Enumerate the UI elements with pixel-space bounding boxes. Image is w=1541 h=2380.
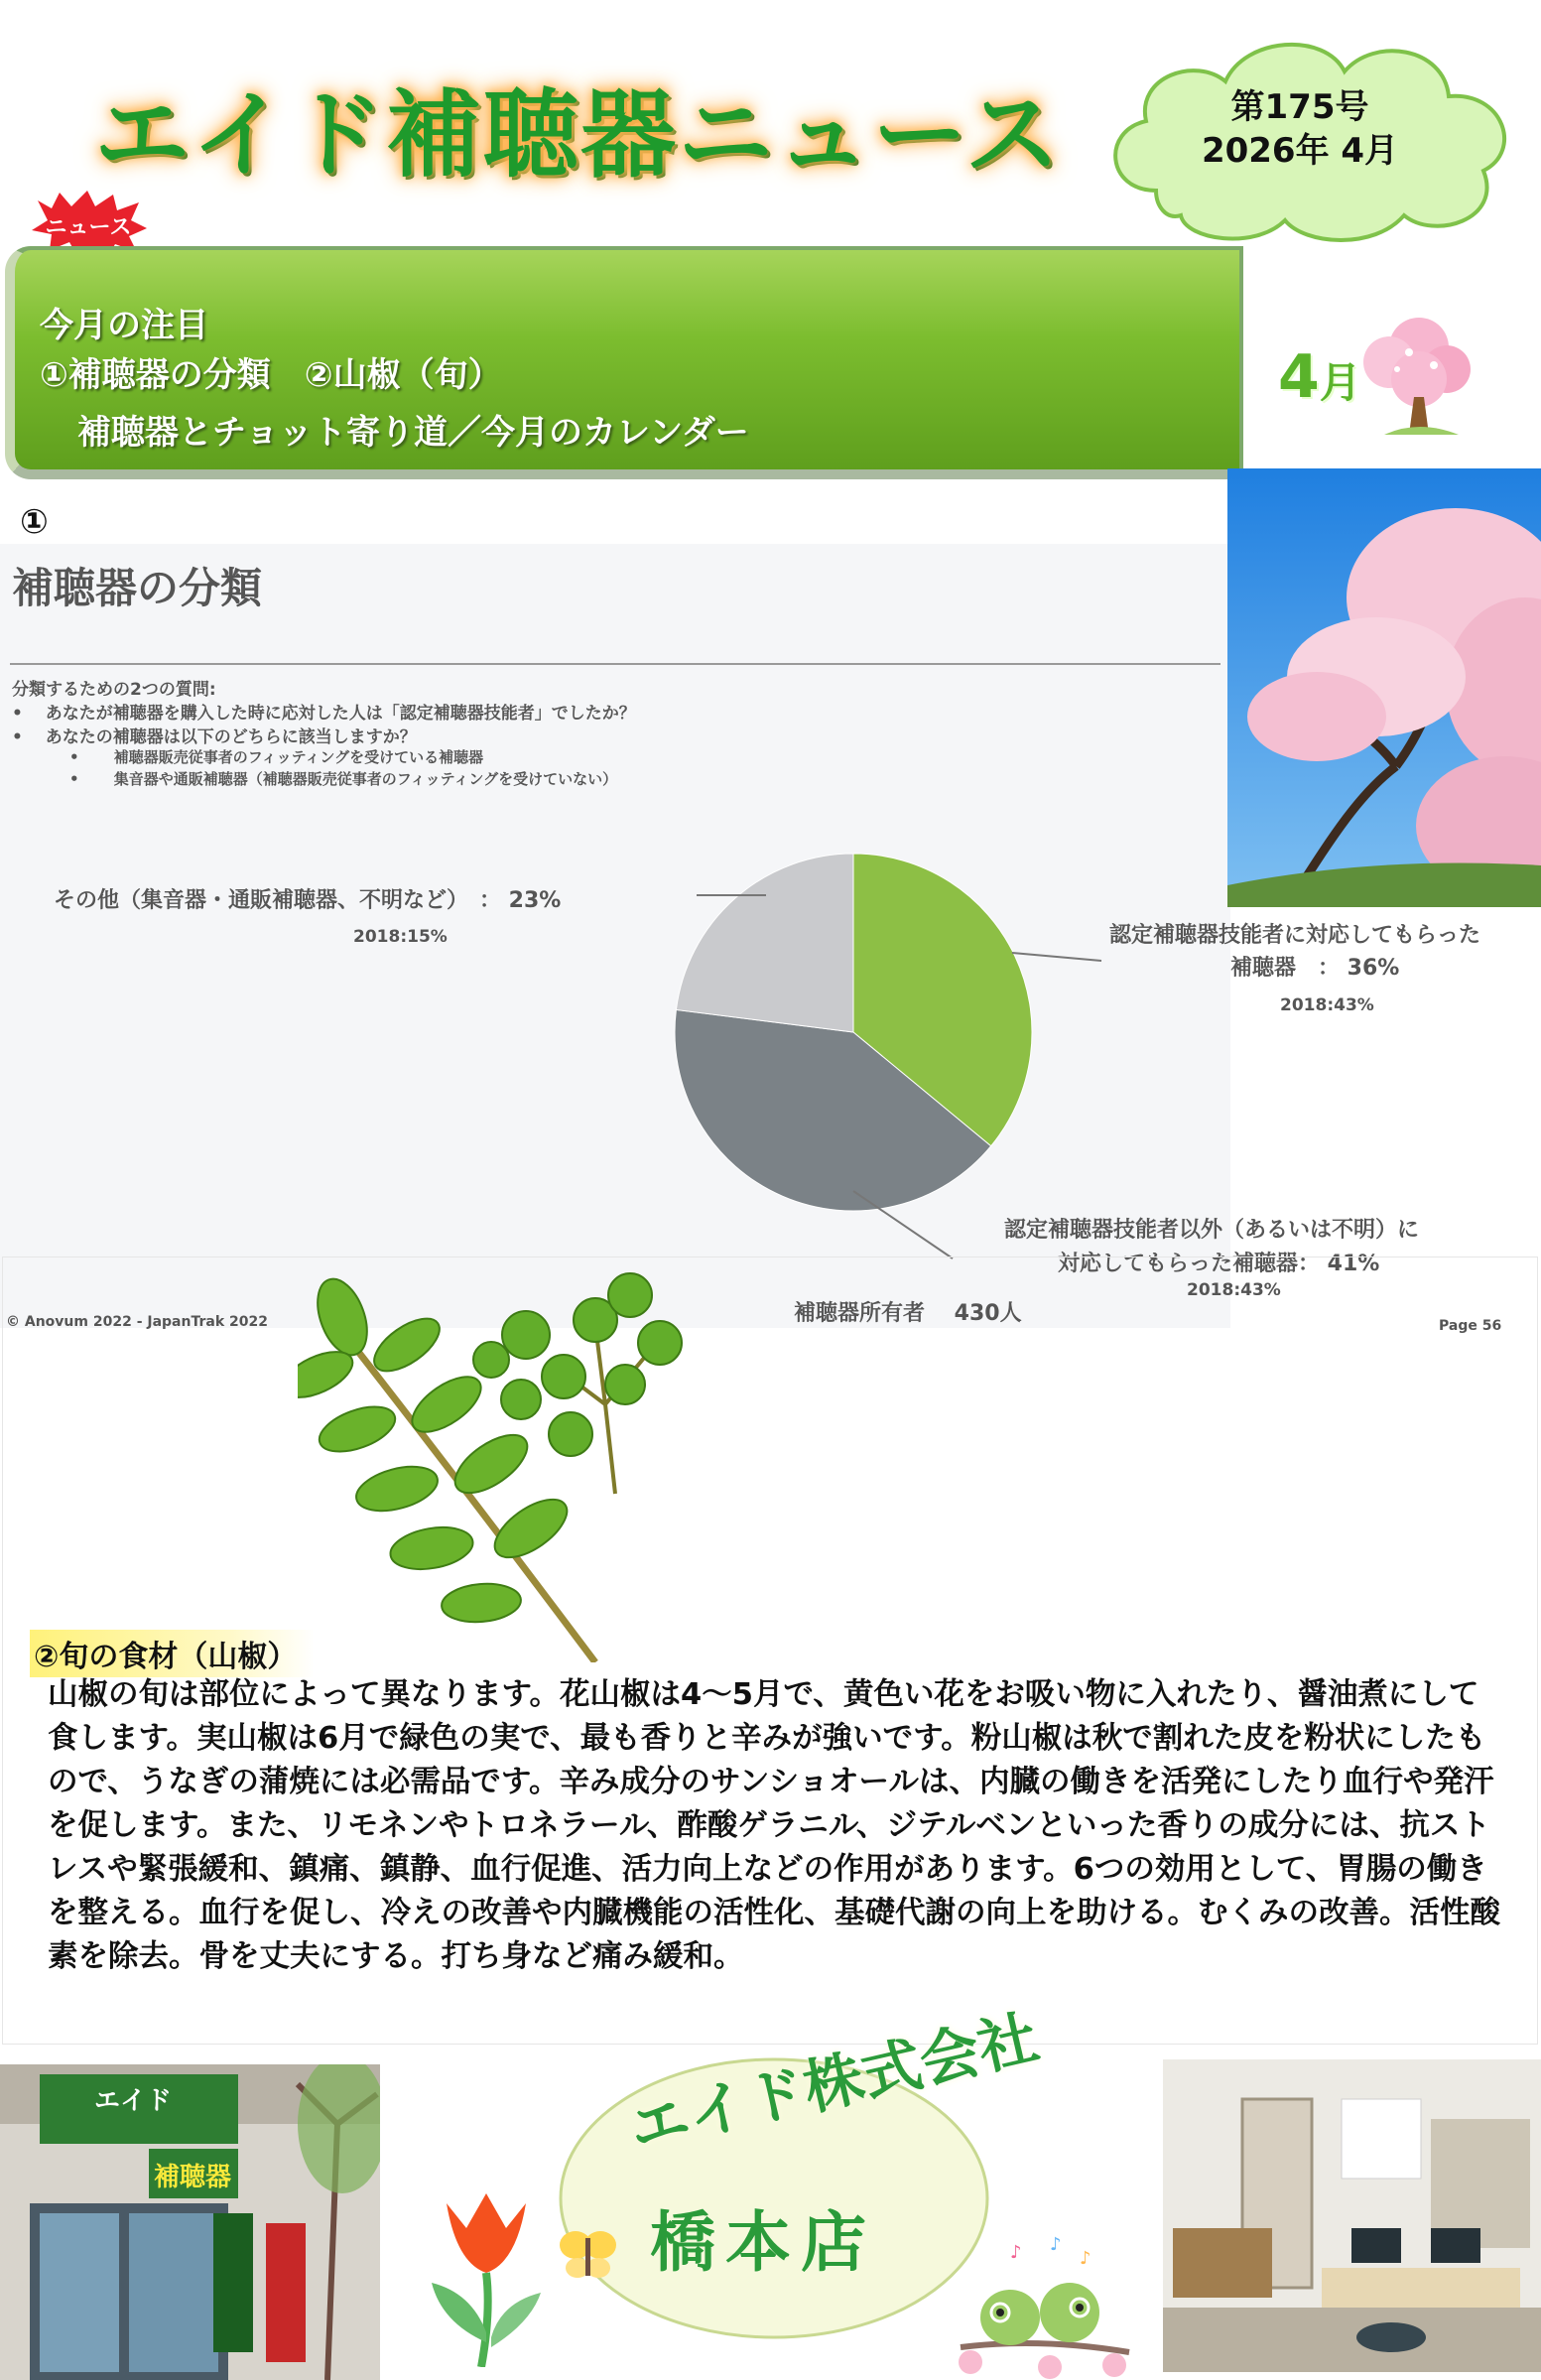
pie-label-certified: 認定補聴器技能者に対応してもらった xyxy=(1109,923,1481,948)
question-1: • あなたが補聴器を購入した時に応対した人は「認定補聴器技能者」でしたか？ xyxy=(12,704,636,724)
classification-pie-chart xyxy=(665,844,1042,1221)
shop-sign-brand: エイド xyxy=(94,2086,173,2116)
pie-label-other: その他（集音器・通販補聴器、不明など） ： 23% xyxy=(54,888,562,913)
newsletter-title: エイド補聴器ニュース xyxy=(94,79,1063,191)
slide-page-number: Page 56 xyxy=(1439,1318,1502,1334)
question-heading: 分類するための2つの質問: xyxy=(12,680,216,700)
svg-text:♪: ♪ xyxy=(1010,2242,1022,2263)
section-1-marker: ① xyxy=(20,502,49,542)
pie-label-non-certified-2018: 2018:43% xyxy=(1187,1280,1281,1300)
pie-label-certified-2018: 2018:43% xyxy=(1280,995,1374,1015)
birds-on-branch-illustration xyxy=(941,2228,1139,2380)
pie-label-non-certified: 認定補聴器技能者以外（あるいは不明）に xyxy=(1004,1218,1420,1243)
month-number: 4 xyxy=(1278,342,1320,412)
slide-owner-count: 補聴器所有者 430人 xyxy=(794,1301,1022,1326)
question-2: • あなたの補聴器は以下のどちらに該当しますか？ xyxy=(12,727,417,747)
section-2-body: 山椒の旬は部位によって異なります。花山椒は4～5月で、黄色い花をお吸い物に入れたり、醤油煮にして食します。実山椒は6月で緑色の実で、最も香りと辛みが強いです。粉山椒は秋で割れた皮を粉状にしたもので、うなぎの蒲焼には必需品です。辛み成分のサンショオールは、内臓の働きを活発にしたり血行や発汗を促します。また、リモネンやトロネラール、酢酸ゲラニル、ジテルベンといった香りの成分には、抗ストレスや緊張緩和、鎮痛、鎮静、血行促進、活力向上などの作用があります。6つの効用として、胃腸の働きを整える。血行を促し、冷えの改善や内臓機能の活性化、基礎代謝の向上を助ける。むくみの改善。活性酸素を除去。骨を丈夫にする。打ち身など痛み緩和。 xyxy=(48,1677,1500,1974)
banner-headline-3: 補聴器とチョット寄り道／今月のカレンダー xyxy=(77,413,749,453)
tulip-butterfly-illustration xyxy=(402,2174,625,2367)
issue-date: 2026年 4月 xyxy=(1201,131,1399,171)
company-name: エイド株式会社 xyxy=(622,2003,1045,2165)
section-2-heading: ②旬の食材（山椒） xyxy=(30,1630,315,1677)
month-label xyxy=(1278,342,1361,412)
issue-number: 第175号 xyxy=(1230,87,1369,127)
pie-label-other-2018: 2018:15% xyxy=(353,927,448,947)
branch-name: 橋本店 xyxy=(650,2204,876,2281)
banner-headline-2: ①補聴器の分類 ②山椒（旬） xyxy=(40,355,502,395)
pie-label-certified-value: 補聴器 ： 36% xyxy=(1230,956,1400,981)
cherry-blossom-photo xyxy=(1227,468,1541,907)
pie-slice-3 xyxy=(676,854,853,1032)
survey-slide xyxy=(0,544,1230,1328)
svg-text:♪: ♪ xyxy=(1080,2248,1092,2269)
pie-label-non-certified-value: 対応してもらった補聴器： 41% xyxy=(1058,1252,1380,1276)
question-2-option-a: • 補聴器販売従事者のフィッティングを受けている補聴器 xyxy=(69,748,484,766)
shop-sign-main: 補聴器 xyxy=(154,2163,232,2192)
shop-storefront-photo xyxy=(0,2064,380,2380)
month-unit: 月 xyxy=(1319,358,1361,407)
question-2-option-b: • 集音器や通販補聴器（補聴器販売従事者のフィッティングを受けていない） xyxy=(69,770,618,788)
shop-interior-photo xyxy=(1163,2059,1541,2372)
banner-headline-1: 今月の注目 xyxy=(40,306,208,345)
svg-text:♪: ♪ xyxy=(1050,2234,1062,2255)
slide-divider xyxy=(10,663,1220,665)
news-tag: ニュース xyxy=(45,215,132,240)
slide-copyright: © Anovum 2022 - JapanTrak 2022 xyxy=(6,1314,268,1330)
sansho-leaf-illustration xyxy=(298,1265,734,1662)
slide-title: 補聴器の分類 xyxy=(12,564,263,612)
